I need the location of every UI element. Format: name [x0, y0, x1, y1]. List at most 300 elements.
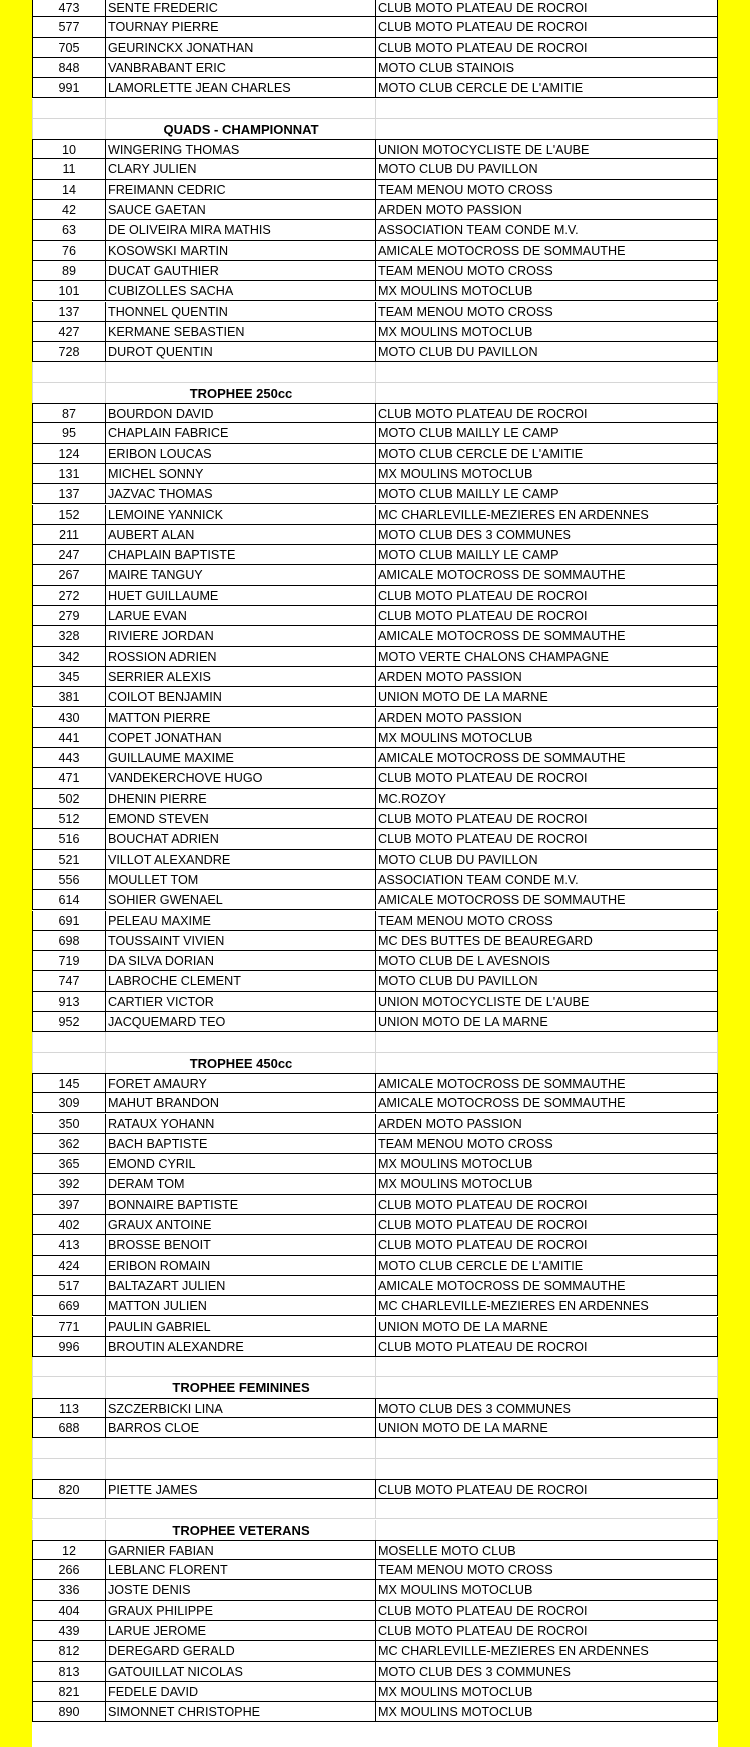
table-row — [32, 200, 718, 220]
club-name-cell: AMICALE MOTOCROSS DE SOMMAUTHE — [376, 1276, 718, 1296]
rider-number-cell: 517 — [32, 1276, 106, 1296]
table-row — [32, 322, 718, 342]
club-name-cell: UNION MOTO DE LA MARNE — [376, 687, 718, 707]
table-row — [32, 1276, 718, 1296]
empty-cell — [106, 99, 376, 119]
rider-name-cell: DE OLIVEIRA MIRA MATHIS — [106, 220, 376, 240]
rider-number-cell: 688 — [32, 1418, 106, 1438]
rider-name-cell: JAZVAC THOMAS — [106, 484, 376, 504]
club-name-cell: CLUB MOTO PLATEAU DE ROCROI — [376, 1479, 718, 1499]
club-name-cell: MOTO CLUB DES 3 COMMUNES — [376, 525, 718, 545]
empty-cell — [32, 99, 106, 119]
club-name-cell: MC CHARLEVILLE-MEZIERES EN ARDENNES — [376, 505, 718, 525]
table-row — [32, 911, 718, 931]
rider-name-cell: ROSSION ADRIEN — [106, 647, 376, 667]
rider-name-cell: CARTIER VICTOR — [106, 992, 376, 1012]
rider-name-cell: GUILLAUME MAXIME — [106, 748, 376, 768]
section-title: TROPHEE 450cc — [189, 1055, 293, 1071]
table-row — [32, 870, 718, 890]
rider-number-cell: 413 — [32, 1235, 106, 1255]
table-row — [32, 1134, 718, 1154]
empty-cell — [32, 383, 106, 403]
rider-number-cell: 404 — [32, 1601, 106, 1621]
table-row — [32, 1418, 718, 1438]
table-row — [32, 1073, 718, 1093]
club-name-cell: MOTO CLUB DU PAVILLON — [376, 159, 718, 179]
club-name-cell: AMICALE MOTOCROSS DE SOMMAUTHE — [376, 1093, 718, 1113]
rider-name-cell: DERAM TOM — [106, 1174, 376, 1194]
rider-name-cell: KERMANE SEBASTIEN — [106, 322, 376, 342]
rider-name-cell: ERIBON LOUCAS — [106, 444, 376, 464]
rider-name-cell: SERRIER ALEXIS — [106, 667, 376, 687]
rider-name-cell: GRAUX ANTOINE — [106, 1215, 376, 1235]
rider-number-cell: 669 — [32, 1296, 106, 1316]
rider-name-cell: MATTON JULIEN — [106, 1296, 376, 1316]
rider-number-cell: 95 — [32, 423, 106, 443]
club-name-cell: CLUB MOTO PLATEAU DE ROCROI — [376, 17, 718, 37]
club-name-cell: MX MOULINS MOTOCLUB — [376, 728, 718, 748]
rider-name-cell: COPET JONATHAN — [106, 728, 376, 748]
spacer-row — [32, 1357, 718, 1377]
table-row — [32, 1337, 718, 1357]
rider-number-cell: 471 — [32, 768, 106, 788]
table-row — [32, 464, 718, 484]
club-name-cell: CLUB MOTO PLATEAU DE ROCROI — [376, 586, 718, 606]
club-name-cell: MC CHARLEVILLE-MEZIERES EN ARDENNES — [376, 1296, 718, 1316]
section-title: TROPHEE FEMININES — [172, 1380, 310, 1396]
club-name-cell: MX MOULINS MOTOCLUB — [376, 1702, 718, 1722]
club-name-cell: MOSELLE MOTO CLUB — [376, 1540, 718, 1560]
table-row — [32, 545, 718, 565]
club-name-cell: ASSOCIATION TEAM CONDE M.V. — [376, 870, 718, 890]
table-row — [32, 768, 718, 788]
table-row — [32, 647, 718, 667]
section-heading-row — [32, 1377, 718, 1397]
rider-name-cell: SOHIER GWENAEL — [106, 890, 376, 910]
rider-name-cell: GARNIER FABIAN — [106, 1540, 376, 1560]
empty-cell — [376, 1499, 718, 1519]
club-name-cell: CLUB MOTO PLATEAU DE ROCROI — [376, 1337, 718, 1357]
rider-name-cell: KOSOWSKI MARTIN — [106, 241, 376, 261]
table-row — [32, 667, 718, 687]
rider-name-cell: SAUCE GAETAN — [106, 200, 376, 220]
empty-cell — [32, 1520, 106, 1540]
rider-name-cell: MOULLET TOM — [106, 870, 376, 890]
table-row — [32, 1154, 718, 1174]
table-row — [32, 748, 718, 768]
table-row — [32, 525, 718, 545]
rider-name-cell: WINGERING THOMAS — [106, 139, 376, 159]
club-name-cell: AMICALE MOTOCROSS DE SOMMAUTHE — [376, 626, 718, 646]
spacer-row — [32, 1438, 718, 1458]
empty-cell — [376, 1032, 718, 1052]
empty-cell — [376, 362, 718, 382]
rider-number-cell: 719 — [32, 951, 106, 971]
table-row — [32, 423, 718, 443]
rider-name-cell: AUBERT ALAN — [106, 525, 376, 545]
club-name-cell: UNION MOTOCYCLISTE DE L'AUBE — [376, 139, 718, 159]
table-row — [32, 281, 718, 301]
rider-number-cell: 266 — [32, 1560, 106, 1580]
rider-name-cell: CHAPLAIN BAPTISTE — [106, 545, 376, 565]
table-row — [32, 809, 718, 829]
table-row — [32, 403, 718, 423]
empty-cell — [32, 119, 106, 139]
rider-name-cell: ERIBON ROMAIN — [106, 1256, 376, 1276]
club-name-cell: MC.ROZOY — [376, 789, 718, 809]
rider-number-cell: 424 — [32, 1256, 106, 1276]
club-name-cell: CLUB MOTO PLATEAU DE ROCROI — [376, 38, 718, 58]
section-title: QUADS - CHAMPIONNAT — [163, 121, 319, 137]
table-row — [32, 139, 718, 159]
section-title — [106, 1459, 376, 1479]
club-name-cell: ASSOCIATION TEAM CONDE M.V. — [376, 220, 718, 240]
table-row — [32, 302, 718, 322]
club-name-cell: MOTO CLUB CERCLE DE L'AMITIE — [376, 444, 718, 464]
club-name-cell: MOTO CLUB MAILLY LE CAMP — [376, 423, 718, 443]
rider-number-cell: 512 — [32, 809, 106, 829]
table-row — [32, 444, 718, 464]
club-name-cell: MOTO VERTE CHALONS CHAMPAGNE — [376, 647, 718, 667]
rider-number-cell: 813 — [32, 1662, 106, 1682]
rider-number-cell: 577 — [32, 17, 106, 37]
rider-name-cell: VANDEKERCHOVE HUGO — [106, 768, 376, 788]
rider-name-cell: FEDELE DAVID — [106, 1682, 376, 1702]
rider-name-cell: MAIRE TANGUY — [106, 565, 376, 585]
club-name-cell: MOTO CLUB DU PAVILLON — [376, 971, 718, 991]
club-name-cell: MC DES BUTTES DE BEAUREGARD — [376, 931, 718, 951]
table-row — [32, 0, 718, 17]
rider-name-cell: CHAPLAIN FABRICE — [106, 423, 376, 443]
rider-number-cell: 342 — [32, 647, 106, 667]
section-title: TROPHEE VETERANS — [172, 1522, 310, 1538]
rider-number-cell: 691 — [32, 911, 106, 931]
table-row — [32, 971, 718, 991]
rider-name-cell: PAULIN GABRIEL — [106, 1317, 376, 1337]
empty-cell — [376, 1377, 718, 1397]
club-name-cell: CLUB MOTO PLATEAU DE ROCROI — [376, 1601, 718, 1621]
rider-number-cell: 76 — [32, 241, 106, 261]
table-row — [32, 1580, 718, 1600]
rider-name-cell: LARUE JEROME — [106, 1621, 376, 1641]
rider-number-cell: 328 — [32, 626, 106, 646]
rider-number-cell: 89 — [32, 261, 106, 281]
empty-cell — [106, 1357, 376, 1377]
empty-cell — [32, 1377, 106, 1397]
rider-name-cell: CUBIZOLLES SACHA — [106, 281, 376, 301]
rider-number-cell: 63 — [32, 220, 106, 240]
club-name-cell: TEAM MENOU MOTO CROSS — [376, 261, 718, 281]
empty-cell — [32, 362, 106, 382]
rider-number-cell: 441 — [32, 728, 106, 748]
rider-number-cell: 913 — [32, 992, 106, 1012]
table-row — [32, 931, 718, 951]
club-name-cell: TEAM MENOU MOTO CROSS — [376, 180, 718, 200]
rider-number-cell: 821 — [32, 1682, 106, 1702]
rider-number-cell: 11 — [32, 159, 106, 179]
rider-number-cell: 439 — [32, 1621, 106, 1641]
club-name-cell: AMICALE MOTOCROSS DE SOMMAUTHE — [376, 748, 718, 768]
rider-number-cell: 698 — [32, 931, 106, 951]
table-row — [32, 241, 718, 261]
rider-number-cell: 14 — [32, 180, 106, 200]
club-name-cell: MX MOULINS MOTOCLUB — [376, 1682, 718, 1702]
club-name-cell: MC CHARLEVILLE-MEZIERES EN ARDENNES — [376, 1641, 718, 1661]
table-row — [32, 1012, 718, 1032]
rider-name-cell: LEBLANC FLORENT — [106, 1560, 376, 1580]
rider-number-cell: 952 — [32, 1012, 106, 1032]
club-name-cell: MX MOULINS MOTOCLUB — [376, 1174, 718, 1194]
club-name-cell: UNION MOTOCYCLISTE DE L'AUBE — [376, 992, 718, 1012]
club-name-cell: AMICALE MOTOCROSS DE SOMMAUTHE — [376, 890, 718, 910]
rider-number-cell: 771 — [32, 1317, 106, 1337]
rider-number-cell: 473 — [32, 0, 106, 17]
table-row — [32, 484, 718, 504]
club-name-cell: CLUB MOTO PLATEAU DE ROCROI — [376, 1621, 718, 1641]
rider-number-cell: 848 — [32, 58, 106, 78]
entry-list-sheet — [32, 0, 718, 1747]
rider-number-cell: 397 — [32, 1195, 106, 1215]
table-row — [32, 1195, 718, 1215]
table-row — [32, 58, 718, 78]
empty-cell — [32, 1032, 106, 1052]
rider-name-cell: FREIMANN CEDRIC — [106, 180, 376, 200]
table-row — [32, 1702, 718, 1722]
club-name-cell: MX MOULINS MOTOCLUB — [376, 1580, 718, 1600]
rider-name-cell: MATTON PIERRE — [106, 708, 376, 728]
table-row — [32, 1479, 718, 1499]
rider-number-cell: 362 — [32, 1134, 106, 1154]
table-row — [32, 342, 718, 362]
empty-cell — [376, 383, 718, 403]
empty-cell — [376, 1053, 718, 1073]
club-name-cell: CLUB MOTO PLATEAU DE ROCROI — [376, 768, 718, 788]
section-heading-row — [32, 383, 718, 403]
empty-cell — [32, 1438, 106, 1458]
spacer-row — [32, 1499, 718, 1519]
rider-number-cell: 502 — [32, 789, 106, 809]
rider-number-cell: 350 — [32, 1114, 106, 1134]
rider-number-cell: 124 — [32, 444, 106, 464]
rider-name-cell: RIVIERE JORDAN — [106, 626, 376, 646]
rider-name-cell: GATOUILLAT NICOLAS — [106, 1662, 376, 1682]
empty-cell — [32, 1499, 106, 1519]
rider-name-cell: DEREGARD GERALD — [106, 1641, 376, 1661]
rider-number-cell: 521 — [32, 850, 106, 870]
empty-cell — [376, 99, 718, 119]
club-name-cell: MOTO CLUB MAILLY LE CAMP — [376, 484, 718, 504]
spacer-row — [32, 1032, 718, 1052]
rider-number-cell: 137 — [32, 302, 106, 322]
rider-name-cell: LEMOINE YANNICK — [106, 505, 376, 525]
rider-number-cell: 427 — [32, 322, 106, 342]
table-row — [32, 159, 718, 179]
table-row — [32, 1215, 718, 1235]
rider-name-cell: JOSTE DENIS — [106, 1580, 376, 1600]
table-row — [32, 1174, 718, 1194]
rider-name-cell: DA SILVA DORIAN — [106, 951, 376, 971]
spacer-row — [32, 362, 718, 382]
rider-name-cell: SZCZERBICKI LINA — [106, 1398, 376, 1418]
rider-number-cell: 345 — [32, 667, 106, 687]
empty-cell — [376, 1438, 718, 1458]
table-row — [32, 626, 718, 646]
table-row — [32, 1093, 718, 1113]
rider-name-cell: SENTE FREDERIC — [106, 0, 376, 17]
rider-number-cell: 113 — [32, 1398, 106, 1418]
empty-cell — [376, 1357, 718, 1377]
section-heading-row — [32, 1459, 718, 1479]
rider-number-cell: 12 — [32, 1540, 106, 1560]
rider-name-cell: BROUTIN ALEXANDRE — [106, 1337, 376, 1357]
rider-number-cell: 392 — [32, 1174, 106, 1194]
rider-number-cell: 381 — [32, 687, 106, 707]
club-name-cell: ARDEN MOTO PASSION — [376, 1114, 718, 1134]
spacer-row — [32, 99, 718, 119]
rider-name-cell: GEURINCKX JONATHAN — [106, 38, 376, 58]
rider-number-cell: 137 — [32, 484, 106, 504]
table-row — [32, 1662, 718, 1682]
club-name-cell: CLUB MOTO PLATEAU DE ROCROI — [376, 1235, 718, 1255]
table-row — [32, 708, 718, 728]
rider-number-cell: 365 — [32, 1154, 106, 1174]
club-name-cell: MOTO CLUB DES 3 COMMUNES — [376, 1662, 718, 1682]
rider-number-cell: 87 — [32, 403, 106, 423]
rider-number-cell: 705 — [32, 38, 106, 58]
rider-number-cell: 991 — [32, 78, 106, 98]
table-row — [32, 728, 718, 748]
club-name-cell: MOTO CLUB CERCLE DE L'AMITIE — [376, 1256, 718, 1276]
rider-number-cell: 272 — [32, 586, 106, 606]
rider-name-cell: BACH BAPTISTE — [106, 1134, 376, 1154]
section-heading-row — [32, 1053, 718, 1073]
table-row — [32, 1256, 718, 1276]
club-name-cell: MX MOULINS MOTOCLUB — [376, 322, 718, 342]
table-row — [32, 78, 718, 98]
rider-name-cell: EMOND CYRIL — [106, 1154, 376, 1174]
table-row — [32, 1540, 718, 1560]
table-row — [32, 951, 718, 971]
rider-number-cell: 247 — [32, 545, 106, 565]
empty-cell — [376, 1520, 718, 1540]
rider-number-cell: 430 — [32, 708, 106, 728]
club-name-cell: CLUB MOTO PLATEAU DE ROCROI — [376, 809, 718, 829]
club-name-cell: MOTO CLUB DU PAVILLON — [376, 342, 718, 362]
table-row — [32, 1398, 718, 1418]
rider-name-cell: RATAUX YOHANN — [106, 1114, 376, 1134]
rider-number-cell: 336 — [32, 1580, 106, 1600]
rider-name-cell: TOUSSAINT VIVIEN — [106, 931, 376, 951]
rider-name-cell: BARROS CLOE — [106, 1418, 376, 1438]
rider-name-cell: FORET AMAURY — [106, 1073, 376, 1093]
rider-name-cell: PIETTE JAMES — [106, 1479, 376, 1499]
table-row — [32, 1560, 718, 1580]
empty-cell — [106, 1499, 376, 1519]
rider-name-cell: LARUE EVAN — [106, 606, 376, 626]
rider-name-cell: LABROCHE CLEMENT — [106, 971, 376, 991]
rider-name-cell: VANBRABANT ERIC — [106, 58, 376, 78]
rider-name-cell: DUCAT GAUTHIER — [106, 261, 376, 281]
club-name-cell: CLUB MOTO PLATEAU DE ROCROI — [376, 1215, 718, 1235]
rider-name-cell: LAMORLETTE JEAN CHARLES — [106, 78, 376, 98]
club-name-cell: AMICALE MOTOCROSS DE SOMMAUTHE — [376, 565, 718, 585]
rider-number-cell: 402 — [32, 1215, 106, 1235]
club-name-cell: ARDEN MOTO PASSION — [376, 667, 718, 687]
rider-name-cell: PELEAU MAXIME — [106, 911, 376, 931]
table-row — [32, 850, 718, 870]
club-name-cell: MOTO CLUB DES 3 COMMUNES — [376, 1398, 718, 1418]
table-row — [32, 992, 718, 1012]
empty-cell — [376, 1459, 718, 1479]
rider-number-cell: 152 — [32, 505, 106, 525]
rider-number-cell: 211 — [32, 525, 106, 545]
rider-name-cell: BOUCHAT ADRIEN — [106, 829, 376, 849]
rider-name-cell: BONNAIRE BAPTISTE — [106, 1195, 376, 1215]
club-name-cell: UNION MOTO DE LA MARNE — [376, 1418, 718, 1438]
rider-number-cell: 516 — [32, 829, 106, 849]
rider-name-cell: MAHUT BRANDON — [106, 1093, 376, 1113]
table-row — [32, 1296, 718, 1316]
rider-name-cell: MICHEL SONNY — [106, 464, 376, 484]
empty-cell — [106, 1032, 376, 1052]
rider-number-cell: 309 — [32, 1093, 106, 1113]
rider-number-cell: 728 — [32, 342, 106, 362]
table-row — [32, 1601, 718, 1621]
rider-number-cell: 101 — [32, 281, 106, 301]
empty-cell — [106, 1438, 376, 1458]
table-row — [32, 1682, 718, 1702]
rider-name-cell: HUET GUILLAUME — [106, 586, 376, 606]
club-name-cell: MOTO CLUB MAILLY LE CAMP — [376, 545, 718, 565]
rider-name-cell: CLARY JULIEN — [106, 159, 376, 179]
club-name-cell: MOTO CLUB STAINOIS — [376, 58, 718, 78]
club-name-cell: AMICALE MOTOCROSS DE SOMMAUTHE — [376, 1073, 718, 1093]
rider-number-cell: 267 — [32, 565, 106, 585]
section-title: TROPHEE 250cc — [189, 385, 293, 401]
table-row — [32, 38, 718, 58]
rider-name-cell: VILLOT ALEXANDRE — [106, 850, 376, 870]
rider-number-cell: 812 — [32, 1641, 106, 1661]
club-name-cell: TEAM MENOU MOTO CROSS — [376, 1134, 718, 1154]
table-row — [32, 505, 718, 525]
empty-cell — [376, 119, 718, 139]
club-name-cell: CLUB MOTO PLATEAU DE ROCROI — [376, 403, 718, 423]
table-row — [32, 829, 718, 849]
table-row — [32, 586, 718, 606]
club-name-cell: AMICALE MOTOCROSS DE SOMMAUTHE — [376, 241, 718, 261]
rider-number-cell: 131 — [32, 464, 106, 484]
club-name-cell: MX MOULINS MOTOCLUB — [376, 281, 718, 301]
empty-cell — [106, 362, 376, 382]
empty-cell — [32, 1053, 106, 1073]
table-row — [32, 17, 718, 37]
rider-name-cell: DUROT QUENTIN — [106, 342, 376, 362]
rider-number-cell: 279 — [32, 606, 106, 626]
club-name-cell: MOTO CLUB DE L AVESNOIS — [376, 951, 718, 971]
rider-number-cell: 42 — [32, 200, 106, 220]
club-name-cell: MX MOULINS MOTOCLUB — [376, 464, 718, 484]
table-row — [32, 261, 718, 281]
club-name-cell: ARDEN MOTO PASSION — [376, 200, 718, 220]
rider-name-cell: BROSSE BENOIT — [106, 1235, 376, 1255]
rider-name-cell: TOURNAY PIERRE — [106, 17, 376, 37]
table-row — [32, 1621, 718, 1641]
club-name-cell: TEAM MENOU MOTO CROSS — [376, 302, 718, 322]
table-row — [32, 789, 718, 809]
rider-name-cell: DHENIN PIERRE — [106, 789, 376, 809]
rider-number-cell: 996 — [32, 1337, 106, 1357]
rider-number-cell: 747 — [32, 971, 106, 991]
